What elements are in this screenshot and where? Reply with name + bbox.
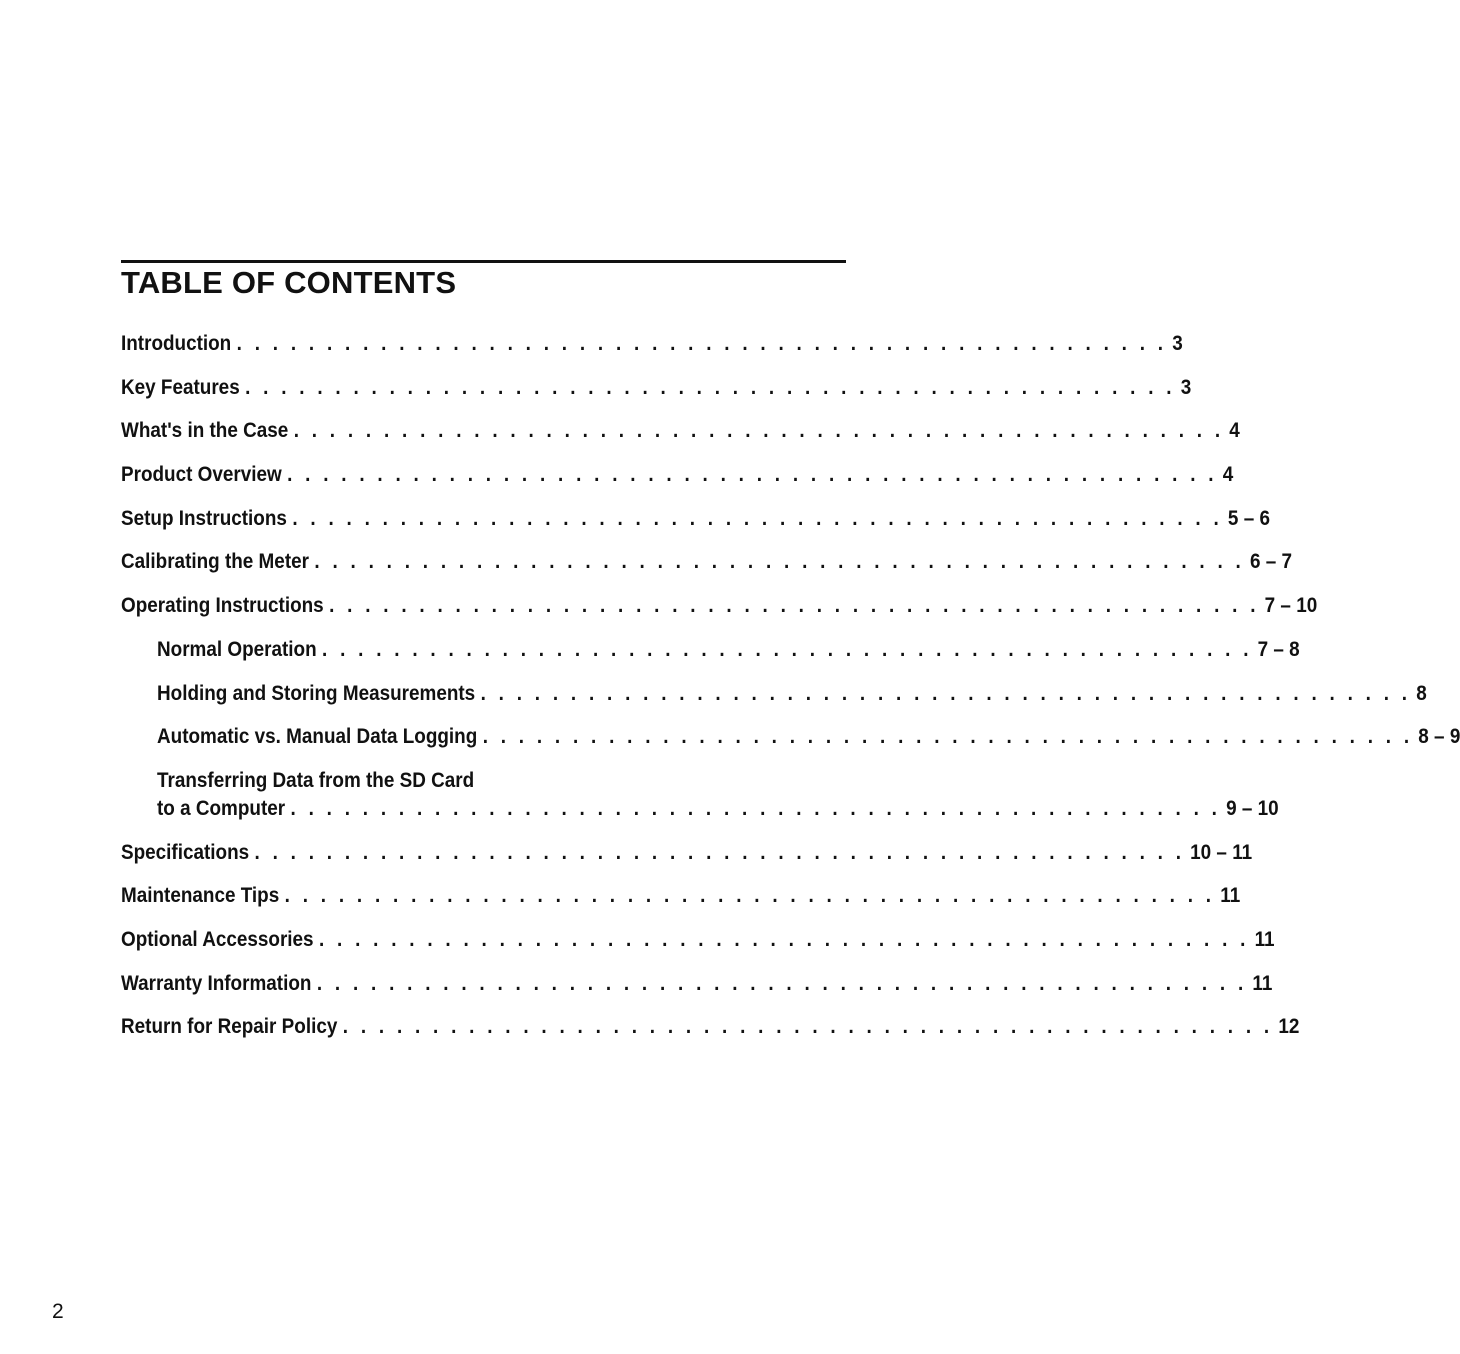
toc-page: 3 (1180, 375, 1192, 399)
toc-entry-holding-and-storing[interactable] (121, 680, 1427, 708)
toc-entry-optional-accessories[interactable] (121, 926, 1275, 954)
toc-page: 12 (1278, 1015, 1300, 1039)
heading-rule (121, 260, 846, 263)
toc-label: Optional Accessories (121, 927, 314, 951)
toc-page: 10 – 11 (1190, 840, 1253, 864)
dot-leader: . . . . . . . . . . . . . . . . . . . . . . . . . . . . . . . . . . . . . . . . . . . . . . . . . . . . (322, 637, 1253, 661)
page-number: 2 (52, 1300, 64, 1323)
toc-label: Specifications (121, 840, 250, 864)
toc-entry-specifications[interactable] (121, 839, 1253, 867)
toc-page: 11 (1252, 971, 1273, 995)
dot-leader: . . . . . . . . . . . . . . . . . . . . . . . . . . . . . . . . . . . . . . . . . . . . . . . . . . . . (292, 506, 1223, 530)
toc-label: Operating Instructions (121, 594, 324, 618)
toc-label: Key Features (121, 375, 240, 399)
dot-leader: . . . . . . . . . . . . . . . . . . . . . . . . . . . . . . . . . . . . . . . . . . . . . . . . . . . . (284, 884, 1215, 908)
toc-entry-data-logging[interactable] (121, 723, 1460, 751)
toc-page: 3 (1172, 332, 1183, 355)
toc-label: Warranty Information (121, 971, 312, 995)
toc-entry-transferring-data[interactable] (121, 767, 1279, 823)
toc-entry-operating-instructions[interactable] (121, 592, 1318, 620)
dot-leader: . . . . . . . . . . . . . . . . . . . . . . . . . . . . . . . . . . . . . . . . . . . . . . . . . . . . (342, 1015, 1273, 1039)
dot-leader: . . . . . . . . . . . . . . . . . . . . . . . . . . . . . . . . . . . . . . . . . . . . . . . . . . . . (482, 725, 1413, 749)
toc-label: Introduction (121, 332, 232, 355)
toc-entry-return-for-repair[interactable] (121, 1013, 1300, 1041)
toc-entry-introduction[interactable] (121, 330, 1183, 358)
toc-page: 11 (1254, 927, 1275, 951)
toc-label: What's in the Case (121, 419, 289, 443)
toc-entry-key-features[interactable] (121, 374, 1192, 402)
toc-page: 4 (1222, 463, 1234, 487)
toc-page: 5 – 6 (1227, 506, 1270, 530)
dot-leader: . . . . . . . . . . . . . . . . . . . . . . . . . . . . . . . . . . . . . . . . . . . . . . . . . . . . (329, 594, 1260, 618)
dot-leader: . . . . . . . . . . . . . . . . . . . . . . . . . . . . . . . . . . . . . . . . . . . . . . . . . . . . (314, 550, 1245, 574)
table-of-contents (121, 330, 1460, 1057)
toc-entry-product-overview[interactable] (121, 461, 1234, 489)
toc-page: 9 – 10 (1226, 796, 1279, 820)
dot-leader: . . . . . . . . . . . . . . . . . . . . . . . . . . . . . . . . . . . . . . . . . . . . . . . . . . . . (316, 971, 1248, 995)
toc-label-line1: Transferring Data from the SD Card (157, 768, 475, 792)
toc-page: 7 – 8 (1257, 637, 1300, 661)
toc-label: Product Overview (121, 463, 282, 487)
dot-leader: . . . . . . . . . . . . . . . . . . . . . . . . . . . . . . . . . . . . . . . . . . . . . . . . . . . . (245, 375, 1176, 399)
toc-label: Maintenance Tips (121, 884, 280, 908)
toc-entry-warranty-information[interactable] (121, 970, 1273, 998)
toc-entry-calibrating-the-meter[interactable] (121, 548, 1293, 576)
page-title: TABLE OF CONTENTS (121, 265, 457, 300)
toc-label: Calibrating the Meter (121, 550, 309, 574)
toc-page: 6 – 7 (1249, 550, 1293, 574)
toc-page: 8 (1416, 681, 1427, 705)
toc-page: 7 – 10 (1264, 594, 1318, 618)
dot-leader: . . . . . . . . . . . . . . . . . . . . . . . . . . . . . . . . . . . . . . . . . . . . . . . . . . . . (287, 463, 1218, 487)
toc-label: Return for Repair Policy (121, 1015, 338, 1039)
toc-entry-maintenance-tips[interactable] (121, 882, 1241, 910)
dot-leader: . . . . . . . . . . . . . . . . . . . . . . . . . . . . . . . . . . . . . . . . . . . . . . . . . . . . (236, 332, 1167, 355)
toc-entry-normal-operation[interactable] (121, 636, 1300, 664)
toc-label: Setup Instructions (121, 506, 287, 530)
dot-leader: . . . . . . . . . . . . . . . . . . . . . . . . . . . . . . . . . . . . . . . . . . . . . . . . . . . . (290, 796, 1221, 820)
toc-page: 4 (1229, 419, 1240, 443)
toc-label: Normal Operation (157, 637, 317, 661)
toc-entry-setup-instructions[interactable] (121, 505, 1270, 533)
toc-page: 11 (1220, 884, 1241, 908)
toc-entry-whats-in-the-case[interactable] (121, 417, 1240, 445)
toc-page: 8 – 9 (1418, 725, 1460, 749)
toc-label: Automatic vs. Manual Data Logging (157, 725, 478, 749)
dot-leader: . . . . . . . . . . . . . . . . . . . . . . . . . . . . . . . . . . . . . . . . . . . . . . . . . . . . (480, 681, 1411, 705)
toc-label: Holding and Storing Measurements (157, 681, 476, 705)
dot-leader: . . . . . . . . . . . . . . . . . . . . . . . . . . . . . . . . . . . . . . . . . . . . . . . . . . . . (293, 419, 1224, 443)
dot-leader: . . . . . . . . . . . . . . . . . . . . . . . . . . . . . . . . . . . . . . . . . . . . . . . . . . . . (254, 840, 1185, 864)
toc-label: to a Computer (157, 796, 286, 820)
dot-leader: . . . . . . . . . . . . . . . . . . . . . . . . . . . . . . . . . . . . . . . . . . . . . . . . . . . . (318, 927, 1250, 951)
